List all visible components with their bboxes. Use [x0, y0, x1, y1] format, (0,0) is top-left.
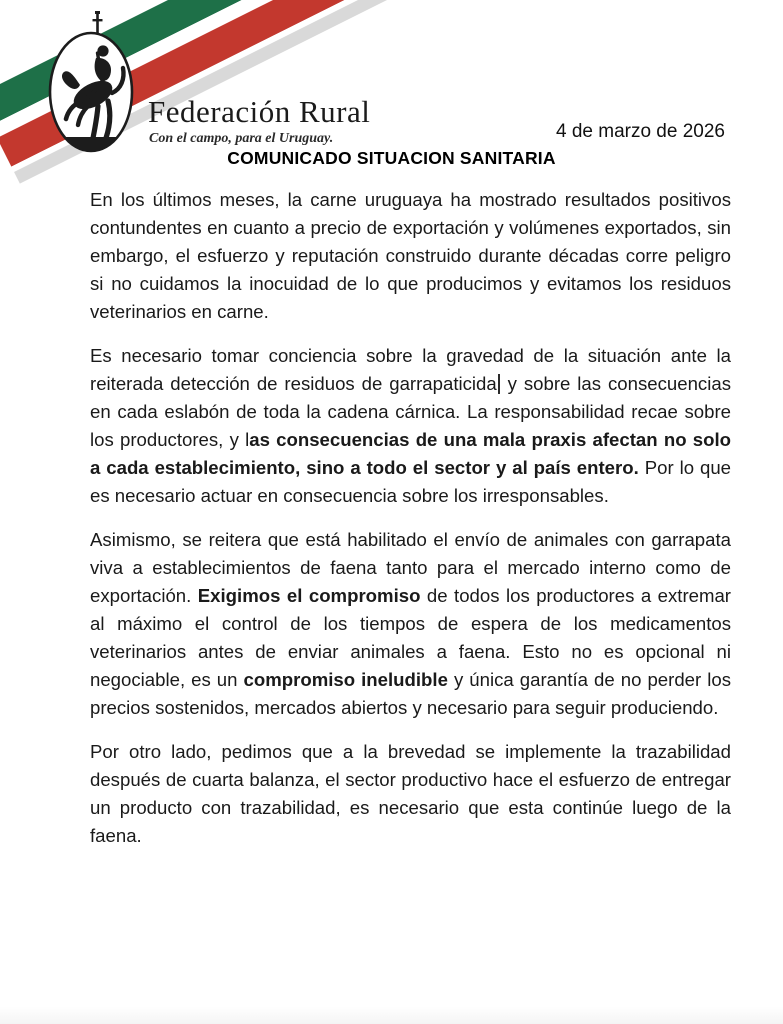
text-run: Asimismo, se reitera que está habilitado el envío de animales con garrapata viva a establecimientos de faena tanto para el mercado interno como de exportación. — [90, 529, 731, 606]
text-cursor — [498, 374, 500, 394]
body-paragraph-4 — [90, 738, 731, 850]
bold-text-run: compromiso ineludible — [243, 669, 448, 690]
text-run: de todos los productores a extremar al máximo el control de los tiempos de espera de los medicamentos veterinarios antes de enviar animales a faena. Esto no es opcional ni negociable, es un — [90, 585, 731, 690]
bold-text-run: Exigimos el compromiso — [197, 585, 421, 606]
text-run: Es necesario tomar conciencia sobre la gravedad de la situación ante la reiterada detección de residuos de garrapaticida — [90, 345, 731, 394]
body-paragraph-1 — [90, 186, 731, 326]
text-run: Por otro lado, pedimos que a la brevedad se implemente la trazabilidad después de cuarta balanza, el sector productivo hace el esfuerzo de entregar un producto con trazabilidad, es necesario que esta continúe luego de la faena. — [90, 741, 731, 846]
text-run: Por lo que es necesario actuar en consecuencia sobre los irresponsables. — [90, 457, 732, 506]
body-paragraph-3 — [90, 526, 731, 722]
bold-text-run: as consecuencias de una mala praxis afectan no solo a cada establecimiento, sino a todo el sector y al país entero. — [90, 429, 731, 478]
page-bottom-shade — [0, 1006, 783, 1024]
document-body — [90, 186, 731, 866]
text-run: y única garantía de no perder los precios sostenidos, mercados abiertos y necesario para seguir produciendo. — [90, 669, 731, 718]
text-run: y sobre las consecuencias en cada eslabón de toda la cadena cárnica. La responsabilidad recae sobre los productores, y l — [90, 373, 731, 450]
horseman-icon — [40, 10, 142, 158]
org-name: Federación Rural — [148, 94, 371, 129]
body-paragraph-2 — [90, 342, 731, 510]
document-date: 4 de marzo de 2026 — [555, 121, 725, 142]
document-title: COMUNICADO SITUACION SANITARIA — [227, 148, 556, 168]
org-tagline: Con el campo, para el Uruguay. — [149, 131, 334, 146]
text-run: En los últimos meses, la carne uruguaya ha mostrado resultados positivos contundentes en cuanto a precio de exportación y volúmenes exportados, sin embargo, el esfuerzo y reputación construido durante décadas corre peligro si no cuidamos la inocuidad de lo que producimos y evitamos los residuos veterinarios en carne. — [90, 189, 731, 322]
federacion-rural-logo-icon — [40, 10, 142, 158]
